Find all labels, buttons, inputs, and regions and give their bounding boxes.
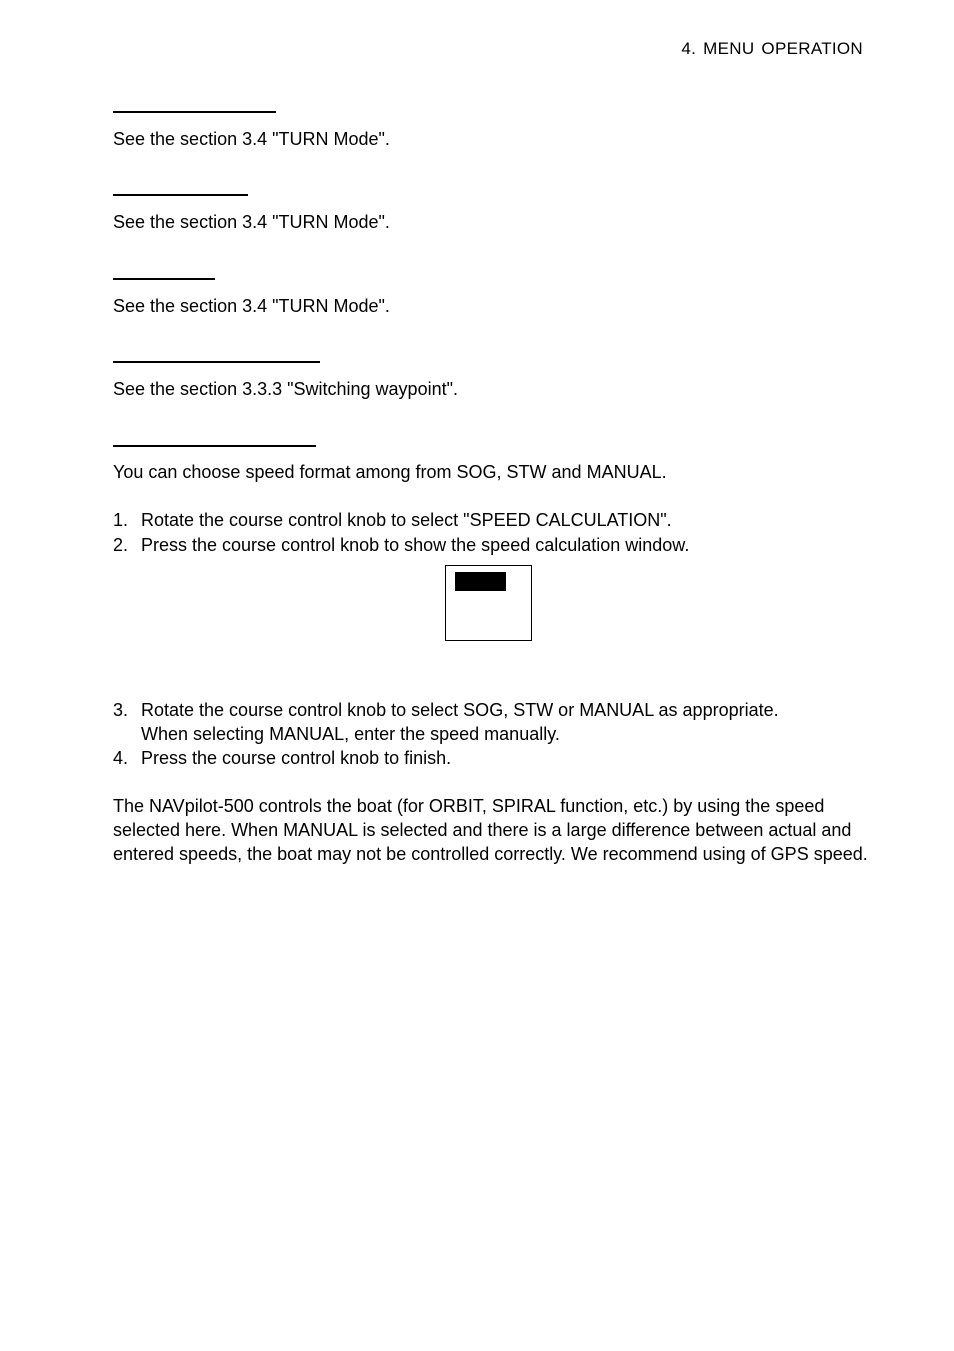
section-text: See the section 3.4 "TURN Mode". [113,296,390,316]
section-heading-rule [113,111,276,113]
step-number: 2. [113,535,129,555]
section-heading-rule [113,278,215,280]
step-number: 3. [113,700,129,720]
section-heading-rule [113,361,320,363]
speed-calculation-window-figure [445,565,532,641]
section-heading-rule [113,445,316,447]
section-text: See the section 3.3.3 "Switching waypoint". [113,379,458,399]
step-text: Press the course control knob to finish. [141,748,452,768]
page-header: 4. MENU OPERATION [681,39,863,58]
section-heading-rule [113,194,248,196]
window-title-highlight [455,572,506,591]
step-text: Press the course control knob to show the speed calculation window. [141,535,690,555]
step-number: 1. [113,510,129,530]
section-text: You can choose speed format among from SOG, STW and MANUAL. [113,462,667,482]
section-text: See the section 3.4 "TURN Mode". [113,129,390,149]
note-paragraph: The NAVpilot-500 controls the boat (for ORBIT, SPIRAL function, etc.) by using the speed selected here. When MANUAL is selected and there is a large difference between actual and entered speeds, the boat may not be controlled correctly. We recommend using of GPS speed. [113,796,868,864]
step-text: Rotate the course control knob to select "SPEED CALCULATION". [141,510,672,530]
step-text: Rotate the course control knob to select SOG, STW or MANUAL as appropriate. [141,700,779,720]
section-text: See the section 3.4 "TURN Mode". [113,212,390,232]
step-subtext: When selecting MANUAL, enter the speed manually. [141,724,560,744]
step-number: 4. [113,748,129,768]
